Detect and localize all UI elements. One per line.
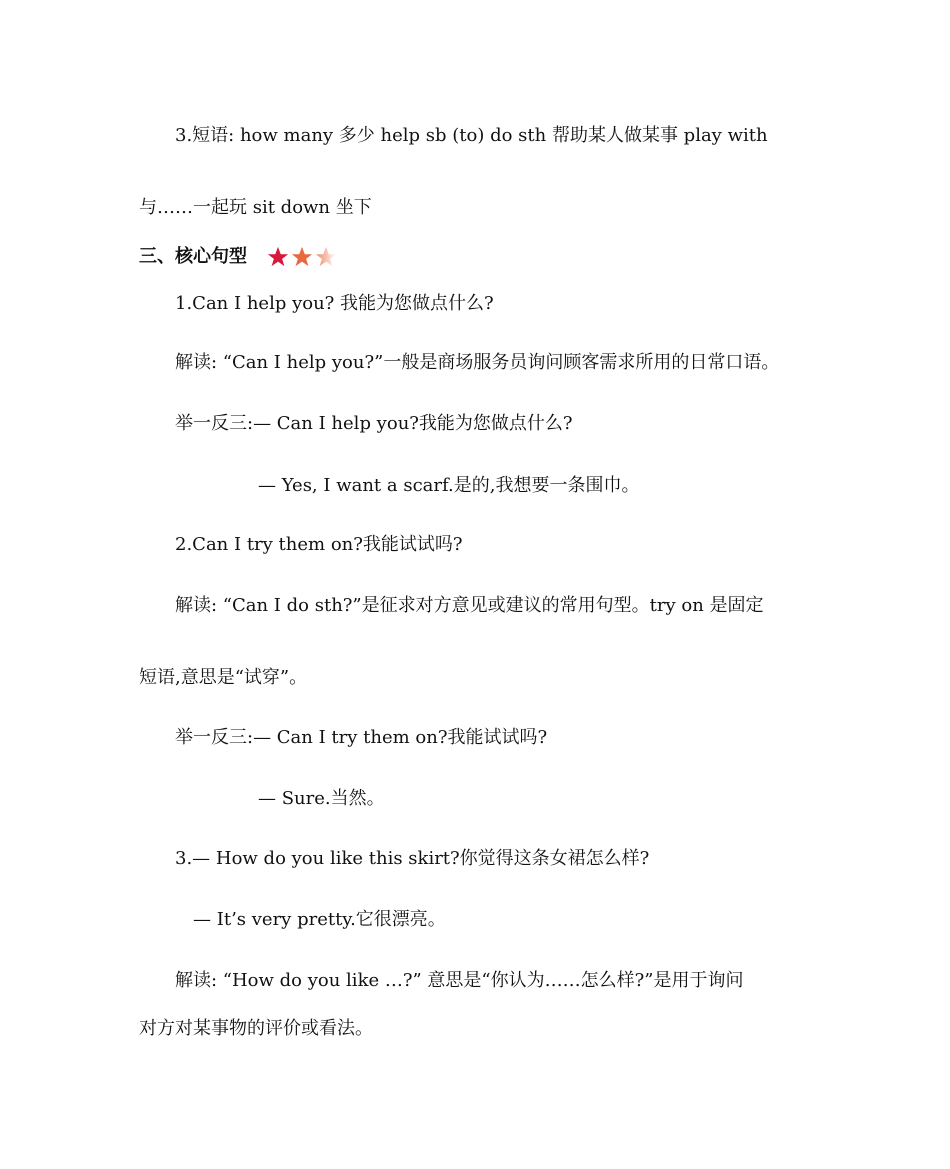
sentence-2-explanation: 解读: “Can I do sth?”是征求对方意见或建议的常用句型。try on 是固定 xyxy=(175,595,764,616)
star-rating-icon xyxy=(267,246,337,268)
sentence-3-main: 3.— How do you like this skirt?你觉得这条女裙怎么样? xyxy=(175,848,650,869)
half-star-icon xyxy=(315,246,337,268)
section-heading xyxy=(139,245,337,269)
sentence-2-explanation-continued: 短语,意思是“试穿”。 xyxy=(139,667,308,688)
sentence-2-example-answer: — Sure.当然。 xyxy=(258,788,385,809)
sentence-1-explanation: 解读: “Can I help you?”一般是商场服务员询问顾客需求所用的日常口语。 xyxy=(175,352,780,373)
sentence-3-reply: — It’s very pretty.它很漂亮。 xyxy=(193,909,446,930)
star-icon xyxy=(291,246,313,268)
sentence-1-main: 1.Can I help you? 我能为您做点什么? xyxy=(175,293,494,314)
sentence-2-example-question: 举一反三:— Can I try them on?我能试试吗? xyxy=(175,727,548,748)
section-title: 三、核心句型 xyxy=(139,246,247,267)
phrases-line: 3.短语: how many 多少 help sb (to) do sth 帮助某人做某事 play with xyxy=(175,125,768,146)
sentence-2-main: 2.Can I try them on?我能试试吗? xyxy=(175,534,463,555)
sentence-3-explanation: 解读: “How do you like …?” 意思是“你认为……怎么样?”是用于询问 xyxy=(175,970,744,991)
sentence-3-explanation-continued: 对方对某事物的评价或看法。 xyxy=(139,1018,373,1039)
phrases-line-continued: 与……一起玩 sit down 坐下 xyxy=(139,197,372,218)
sentence-1-example-question: 举一反三:— Can I help you?我能为您做点什么? xyxy=(175,413,573,434)
star-icon xyxy=(267,246,289,268)
sentence-1-example-answer: — Yes, I want a scarf.是的,我想要一条围巾。 xyxy=(258,475,640,496)
